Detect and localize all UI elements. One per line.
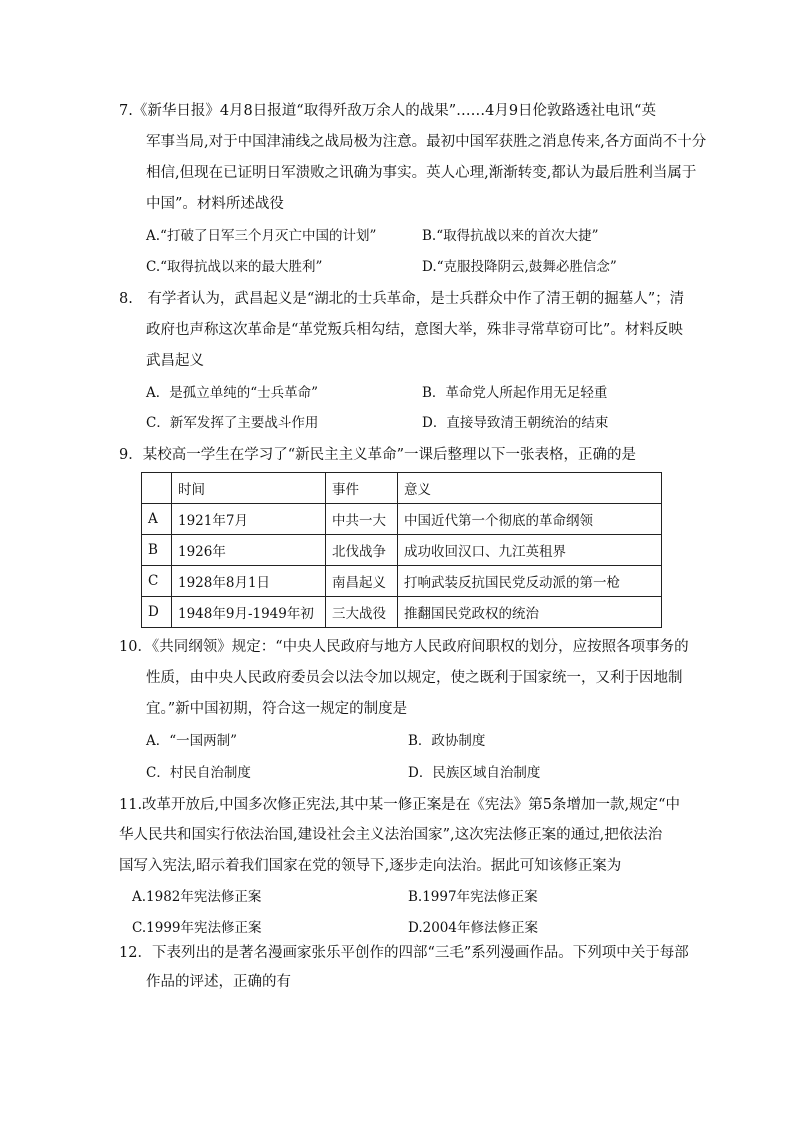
table-cell: D [142, 597, 172, 628]
q10-option-a: A．“一国两制” [146, 733, 238, 749]
q7-line-1: 7.《新华日报》4月8日报道“取得歼敌万余人的战果”……4月9日伦敦路透社电讯“英 [119, 103, 656, 119]
table-cell: 北伐战争 [326, 535, 398, 566]
table-row [142, 504, 662, 535]
q8-option-d: D．直接导致清王朝统治的结束 [422, 415, 609, 431]
q11-option-d: D.2004年修法修正案 [408, 920, 538, 936]
q8-option-b: B．革命党人所起作用无足轻重 [422, 385, 608, 401]
table-cell: 推翻国民党政权的统治 [398, 597, 662, 628]
q12-line-2: 作品的评述，正确的有 [146, 974, 291, 990]
table-cell: 1948年9月-1949年初 [172, 597, 326, 628]
q8-option-a: A．是孤立单纯的“士兵革命” [146, 385, 319, 401]
table-cell: B [142, 535, 172, 566]
q7-option-c: C.“取得抗战以来的最大胜利” [146, 259, 323, 275]
table-cell: 打响武装反抗国民党反动派的第一枪 [398, 566, 662, 597]
table-header-row [142, 473, 662, 504]
table-cell: C [142, 566, 172, 597]
q10-option-b: B．政协制度 [408, 733, 486, 749]
table-cell: 中国近代第一个彻底的革命纲领 [398, 504, 662, 535]
q11-option-b: B.1997年宪法修正案 [408, 889, 538, 905]
q7-line-3: 相信,但现在已证明日军溃败之讯确为事实。英人心理,渐渐转变,都认为最后胜利当属于 [146, 165, 697, 181]
q9-stem: 9．某校高一学生在学习了“新民主主义革命”一课后整理以下一张表格，正确的是 [119, 447, 637, 463]
table-cell: 1926年 [172, 535, 326, 566]
table-cell: 三大战役 [326, 597, 398, 628]
table-cell: 1921年7月 [172, 504, 326, 535]
q7-option-b: B.“取得抗战以来的首次大捷” [422, 228, 599, 244]
q10-line-3: 宜。”新中国初期，符合这一规定的制度是 [146, 701, 408, 717]
q11-line-2: 华人民共和国实行依法治国,建设社会主义法治国家”,这次宪法修正案的通过,把依法治 [119, 827, 663, 843]
table-header-cell: 时间 [172, 473, 326, 504]
q7-line-2: 军事当局,对于中国津浦线之战局极为注意。最初中国军获胜之消息传来,各方面尚不十分 [146, 134, 707, 150]
q12-line-1: 12．下表列出的是著名漫画家张乐平创作的四部“三毛”系列漫画作品。下列项中关于每部 [119, 945, 689, 961]
table-row [142, 535, 662, 566]
q7-option-d: D.“克服投降阴云,鼓舞必胜信念” [422, 259, 617, 275]
table-row [142, 566, 662, 597]
table-header-cell: 事件 [326, 473, 398, 504]
table-header-cell [142, 473, 172, 504]
table-cell: A [142, 504, 172, 535]
q11-line-3: 国写入宪法,昭示着我们国家在党的领导下,逐步走向法治。据此可知该修正案为 [119, 858, 622, 874]
q10-option-c: C．村民自治制度 [146, 765, 251, 781]
q11-line-1: 11.改革开放后,中国多次修正宪法,其中某一修正案是在《宪法》第5条增加一款,规定“中 [119, 797, 681, 813]
table-cell: 中共一大 [326, 504, 398, 535]
q8-line-1: 8. 有学者认为，武昌起义是“湖北的士兵革命，是士兵群众中作了清王朝的掘墓人”；清 [119, 291, 685, 307]
q10-line-2: 性质，由中央人民政府委员会以法令加以规定，使之既利于国家统一，又利于因地制 [146, 670, 683, 686]
q8-option-c: C．新军发挥了主要战斗作用 [146, 415, 319, 431]
q10-line-1: 10．《共同纲领》规定：“中央人民政府与地方人民政府间职权的划分，应按照各项事务的 [119, 639, 689, 655]
q7-option-a: A.“打破了日军三个月灭亡中国的计划” [146, 228, 377, 244]
table-cell: 成功收回汉口、九江英租界 [398, 535, 662, 566]
q11-option-c: C.1999年宪法修正案 [132, 920, 262, 936]
table-row [142, 597, 662, 628]
q9-table [141, 472, 662, 628]
table-cell: 1928年8月1日 [172, 566, 326, 597]
q7-line-4: 中国”。材料所述战役 [146, 196, 284, 212]
q8-line-2: 政府也声称这次革命是“革党叛兵相勾结，意图大举，殊非寻常草窃可比”。材料反映 [146, 322, 683, 338]
q10-option-d: D．民族区域自治制度 [408, 765, 541, 781]
table-cell: 南昌起义 [326, 566, 398, 597]
table-header-cell: 意义 [398, 473, 662, 504]
q11-option-a: A.1982年宪法修正案 [132, 889, 262, 905]
q8-line-3: 武昌起义 [146, 353, 204, 369]
